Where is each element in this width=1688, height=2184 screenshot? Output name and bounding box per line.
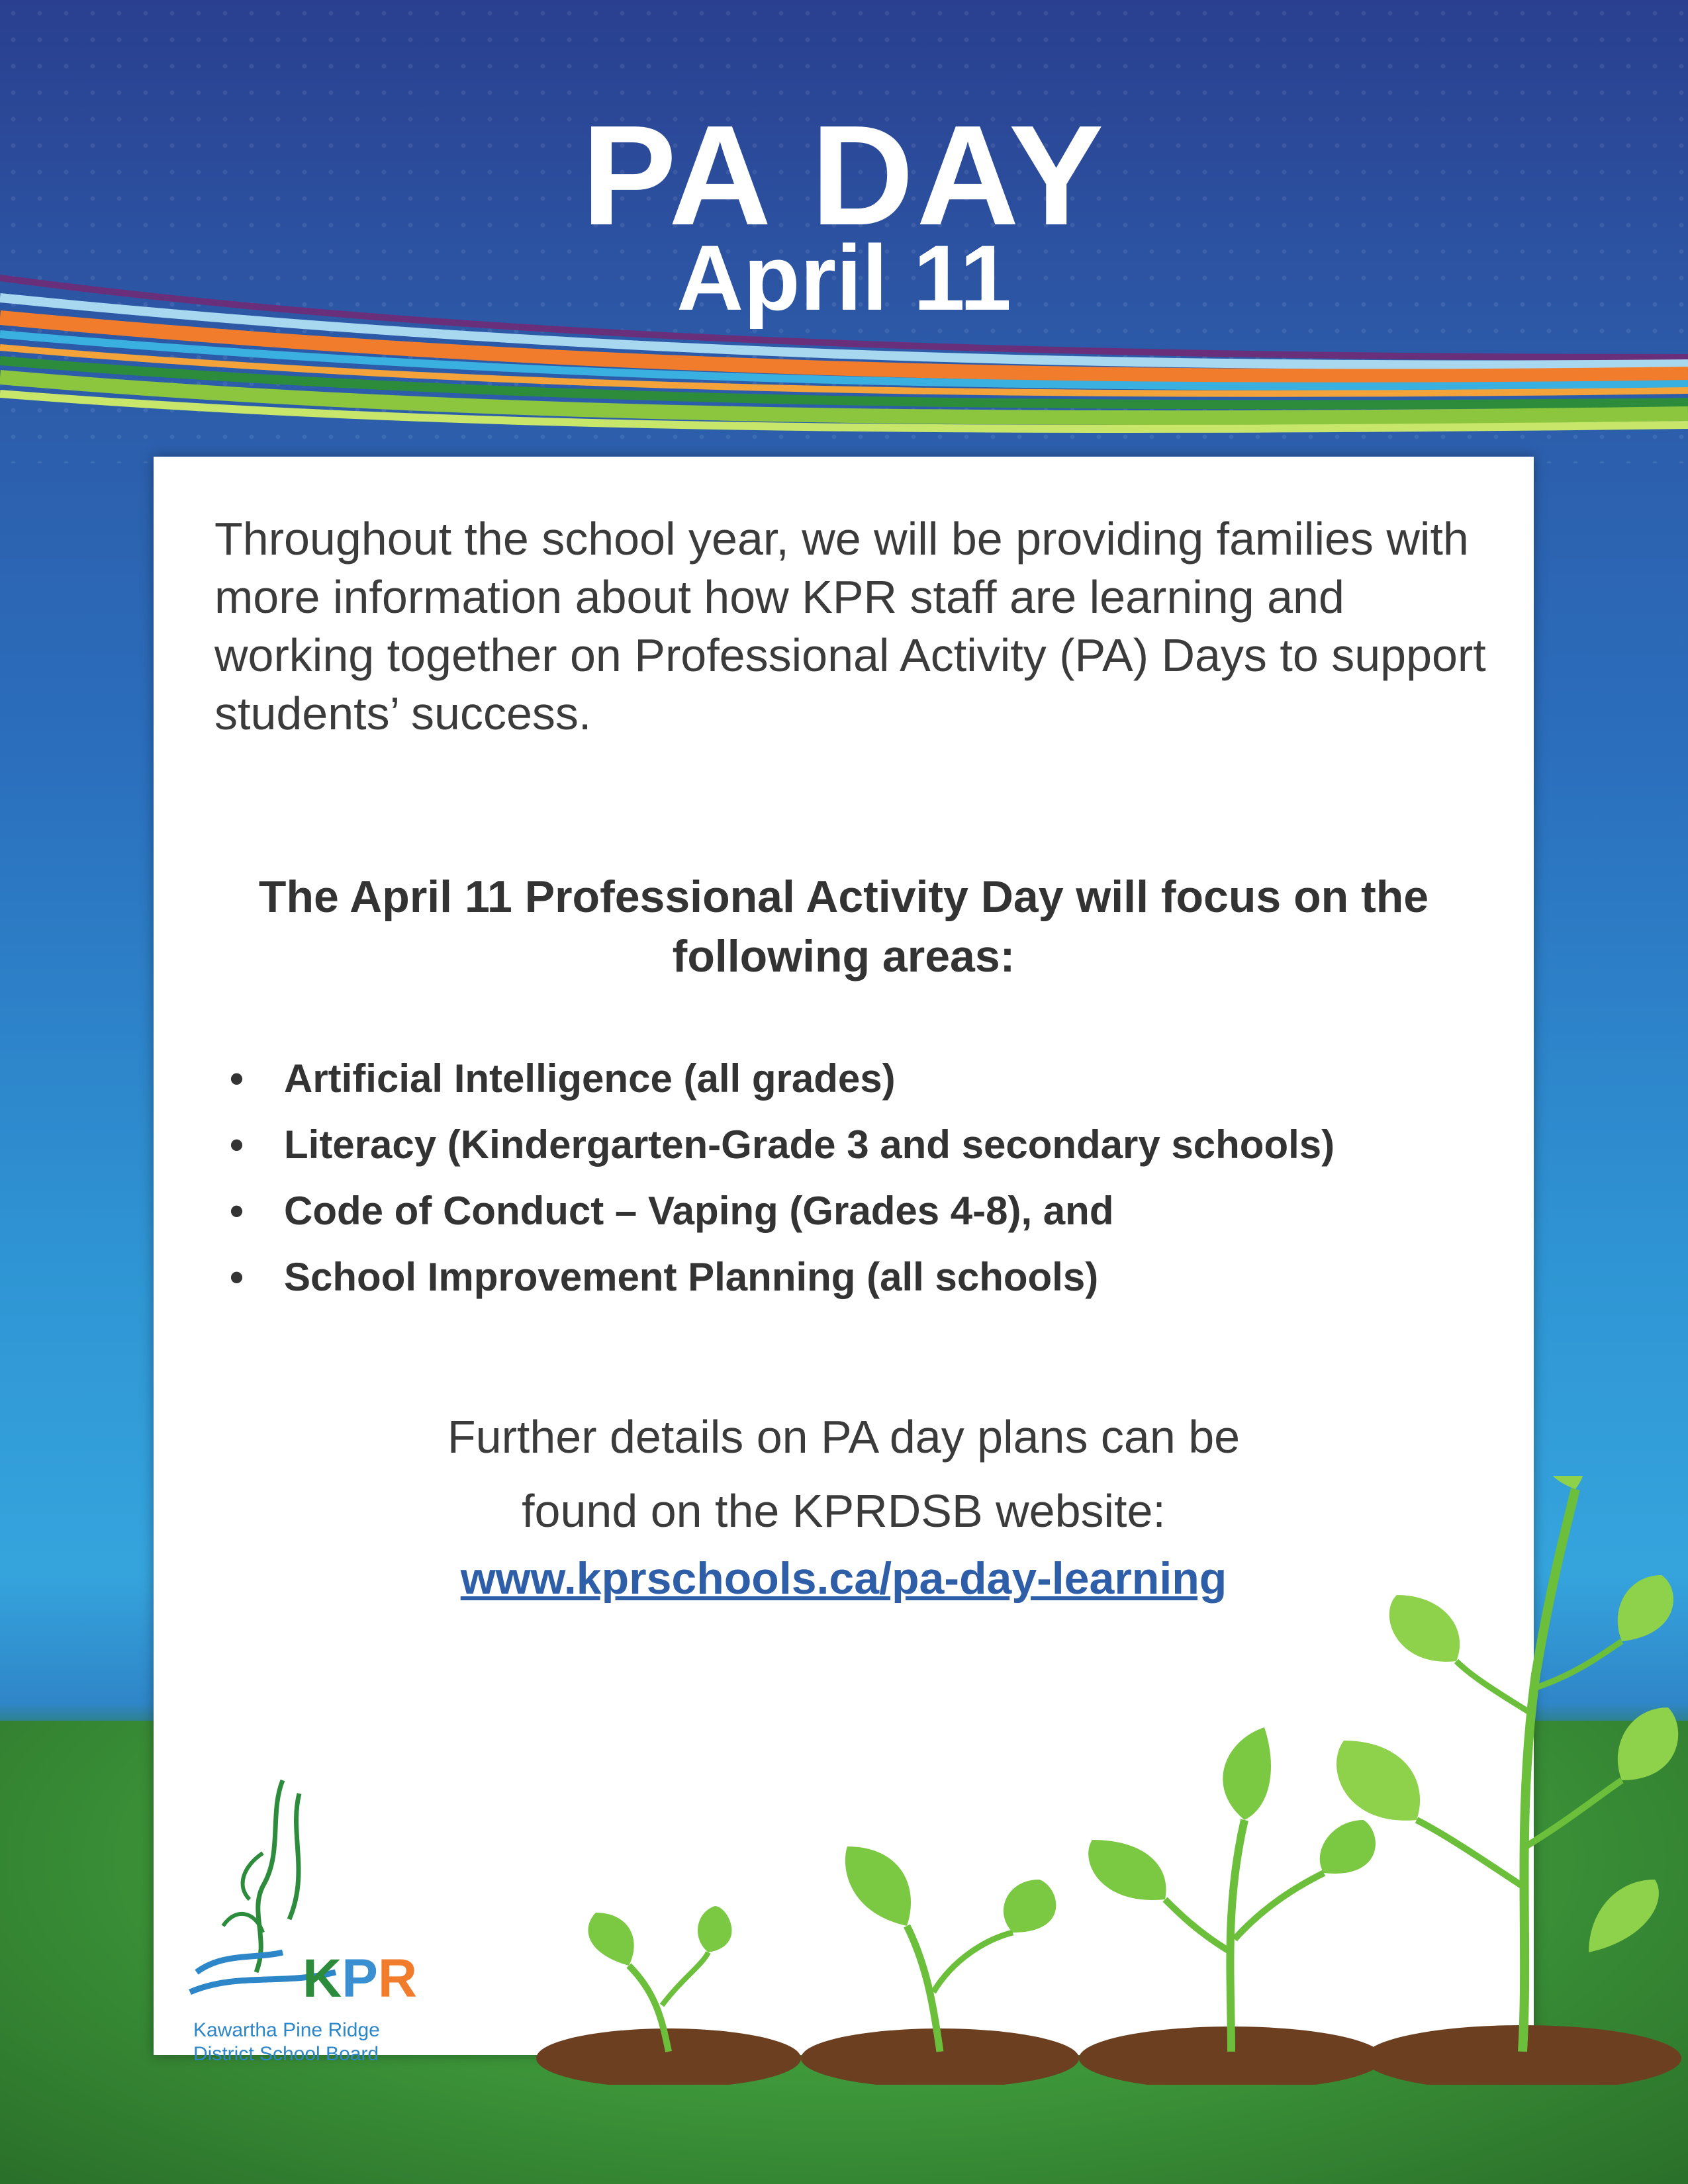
list-item — [230, 1244, 1521, 1310]
logo-board-name-line-1: Kawartha Pine Ridge — [193, 2019, 380, 2041]
list-item-text: Code of Conduct – Vaping (Grades 4-8), and — [284, 1189, 1114, 1233]
further-details-line-1: Further details on PA day plans can be — [447, 1411, 1241, 1463]
bullet-icon: • — [230, 1056, 244, 1101]
list-item — [230, 1178, 1521, 1244]
list-item — [230, 1112, 1521, 1178]
list-item-text: School Improvement Planning (all schools) — [284, 1255, 1099, 1299]
page-date: April 11 — [677, 226, 1011, 330]
focus-list — [230, 1046, 1521, 1310]
logo-letter-k: K — [303, 1948, 342, 2009]
growing-plants-illustration — [530, 1476, 1688, 2085]
bullet-icon: • — [230, 1255, 244, 1299]
further-details-line-2: found on the KPRDSB website: — [522, 1485, 1166, 1537]
list-item — [230, 1046, 1521, 1112]
list-item-text: Literacy (Kindergarten-Grade 3 and secondary schools) — [284, 1122, 1335, 1167]
list-item-text: Artificial Intelligence (all grades) — [284, 1056, 896, 1101]
bullet-icon: • — [230, 1122, 244, 1167]
bullet-icon: • — [230, 1189, 244, 1233]
logo-letter-r: R — [377, 1948, 418, 2009]
website-link[interactable]: www.kprschools.ca/pa-day-learning — [460, 1553, 1227, 1604]
logo-board-name-line-2: District School Board — [193, 2043, 379, 2065]
logo-letter-p: P — [342, 1948, 378, 2009]
intro-paragraph: Throughout the school year, we will be providing families with more information about how KPR staff are learning and working together on Professional Activity (PA) Days to support students’ success. — [214, 513, 1486, 739]
page-title: PA DAY — [581, 95, 1107, 255]
focus-heading: The April 11 Professional Activity Day will focus on the following areas: — [258, 872, 1429, 981]
kpr-logo-text — [303, 1949, 417, 2009]
